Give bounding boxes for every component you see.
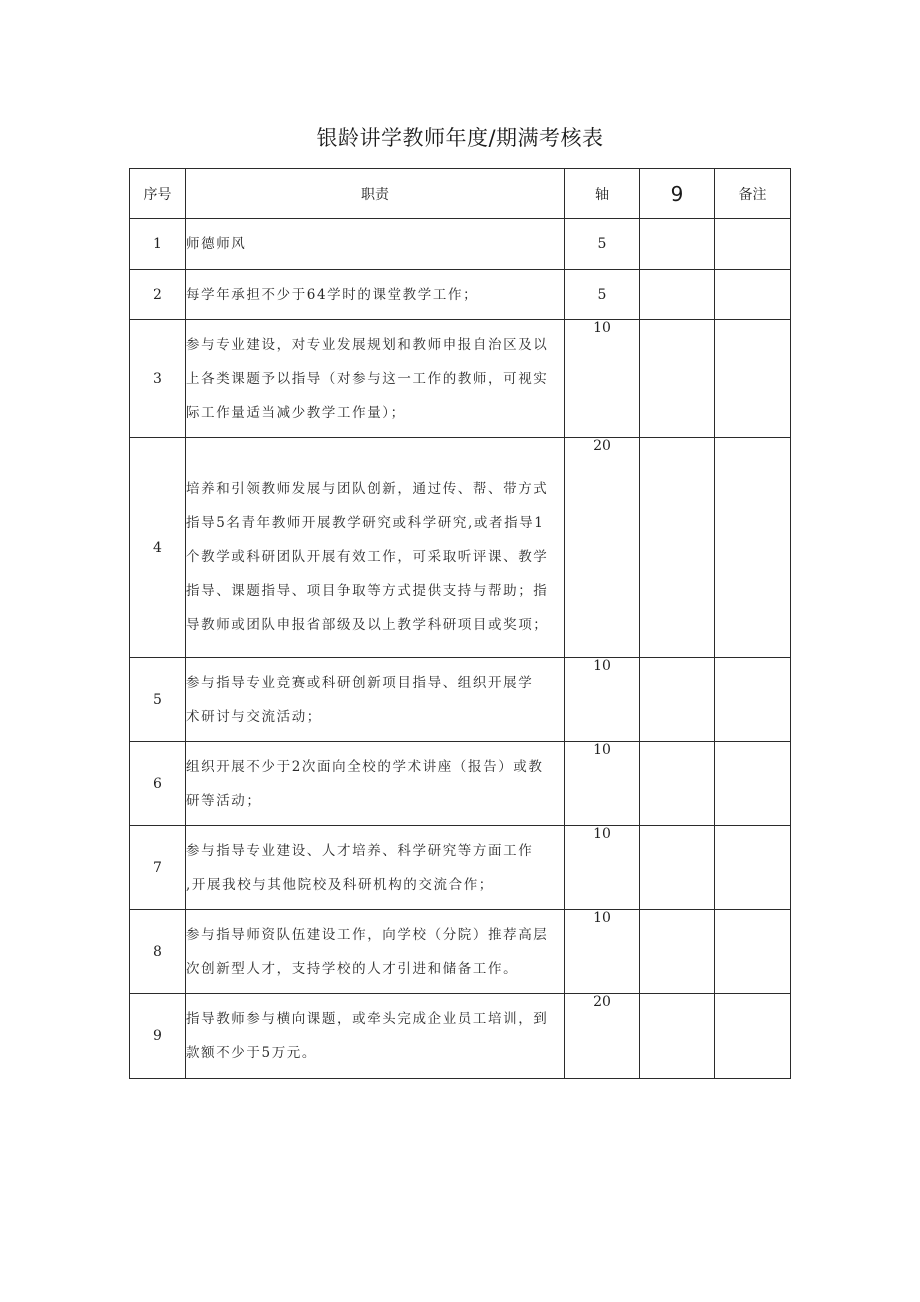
row-result-cell[interactable] [640,658,715,742]
row-result-cell[interactable] [640,219,715,270]
duty-line: 指导教师参与横向课题，或牵头完成企业员工培训，到 [186,1011,549,1027]
duty-line: 指导5名青年教师开展教学研究或科学研究,或者指导1 [186,514,545,531]
row-score: 10 [565,742,640,826]
row-remark-cell[interactable] [715,438,791,658]
row-score: 20 [565,438,640,658]
row-duty [186,658,565,742]
row-seq: 1 [130,219,186,270]
row-duty [186,910,565,994]
duty-line: 参与专业建设，对专业发展规划和教师申报自治区及以 [186,336,549,353]
header-row [130,169,791,219]
row-duty [186,826,565,910]
row-duty [186,742,565,826]
header-remark: 备注 [715,169,791,219]
duty-line: 上各类课题予以指导（对参与这一工作的教师，可视实 [186,370,549,387]
row-seq: 2 [130,270,186,320]
row-score: 10 [565,658,640,742]
row-duty [186,320,565,438]
duty-line: 导教师或团队申报省部级及以上教学科研项目或奖项； [186,616,549,633]
table-row [130,910,791,994]
duty-line: 术研讨与交流活动； [186,708,322,725]
row-seq: 5 [130,658,186,742]
row-result-cell[interactable] [640,994,715,1079]
table-row [130,994,791,1079]
row-result-cell[interactable] [640,270,715,320]
row-remark-cell[interactable] [715,320,791,438]
row-seq: 8 [130,910,186,994]
row-result-cell[interactable] [640,320,715,438]
row-result-cell[interactable] [640,438,715,658]
row-remark-cell[interactable] [715,658,791,742]
row-remark-cell[interactable] [715,910,791,994]
duty-line: 款额不少于5万元。 [186,1045,317,1061]
page-title: 银龄讲学教师年度/期满考核表 [316,126,604,150]
row-duty [186,219,565,270]
duty-line: 个教学或科研团队开展有效工作，可采取听评课、教学 [186,548,549,565]
duty-line: 参与指导专业竞赛或科研创新项目指导、组织开展学 [186,674,534,691]
row-score: 10 [565,910,640,994]
row-remark-cell[interactable] [715,826,791,910]
duty-line: 际工作量适当减少教学工作量）； [186,404,406,421]
row-duty [186,438,565,658]
row-seq: 9 [130,994,186,1079]
row-duty [186,270,565,320]
row-result-cell[interactable] [640,826,715,910]
duty-line: ,开展我校与其他院校及科研机构的交流合作； [186,876,494,893]
duty-line: 指导、课题指导、项目争取等方式提供支持与帮助；指 [186,582,549,599]
row-seq: 3 [130,320,186,438]
duty-line: 研等活动； [186,792,262,809]
duty-line: 次创新型人才，支持学校的人才引进和储备工作。 [186,960,519,977]
table-row [130,320,791,438]
row-seq: 4 [130,438,186,658]
table-row [130,658,791,742]
table-row [130,742,791,826]
row-seq: 7 [130,826,186,910]
row-result-cell[interactable] [640,910,715,994]
row-remark-cell[interactable] [715,742,791,826]
row-score: 10 [565,826,640,910]
header-result: 9 [640,169,715,219]
row-remark-cell[interactable] [715,994,791,1079]
row-score: 10 [565,320,640,438]
row-score: 20 [565,994,640,1079]
duty-line: 参与指导师资队伍建设工作，向学校（分院）推荐高层 [186,926,549,943]
assessment-table [129,168,791,1079]
header-duty: 职责 [186,169,565,219]
header-seq: 序号 [130,169,186,219]
row-remark-cell[interactable] [715,270,791,320]
table-row [130,270,791,320]
row-seq: 6 [130,742,186,826]
row-duty [186,994,565,1079]
duty-line: 每学年承担不少于64学时的课堂教学工作； [186,286,479,303]
row-score: 5 [565,219,640,270]
duty-line: 师德师风 [186,236,247,252]
table-row [130,438,791,658]
table-row [130,219,791,270]
header-score: 轴 [565,169,640,219]
row-result-cell[interactable] [640,742,715,826]
row-remark-cell[interactable] [715,219,791,270]
duty-line: 培养和引领教师发展与团队创新，通过传、帮、带方式 [186,480,549,497]
row-score: 5 [565,270,640,320]
table-row [130,826,791,910]
duty-line: 参与指导专业建设、人才培养、科学研究等方面工作 [186,842,534,859]
duty-line: 组织开展不少于2次面向全校的学术讲座（报告）或教 [186,758,544,775]
